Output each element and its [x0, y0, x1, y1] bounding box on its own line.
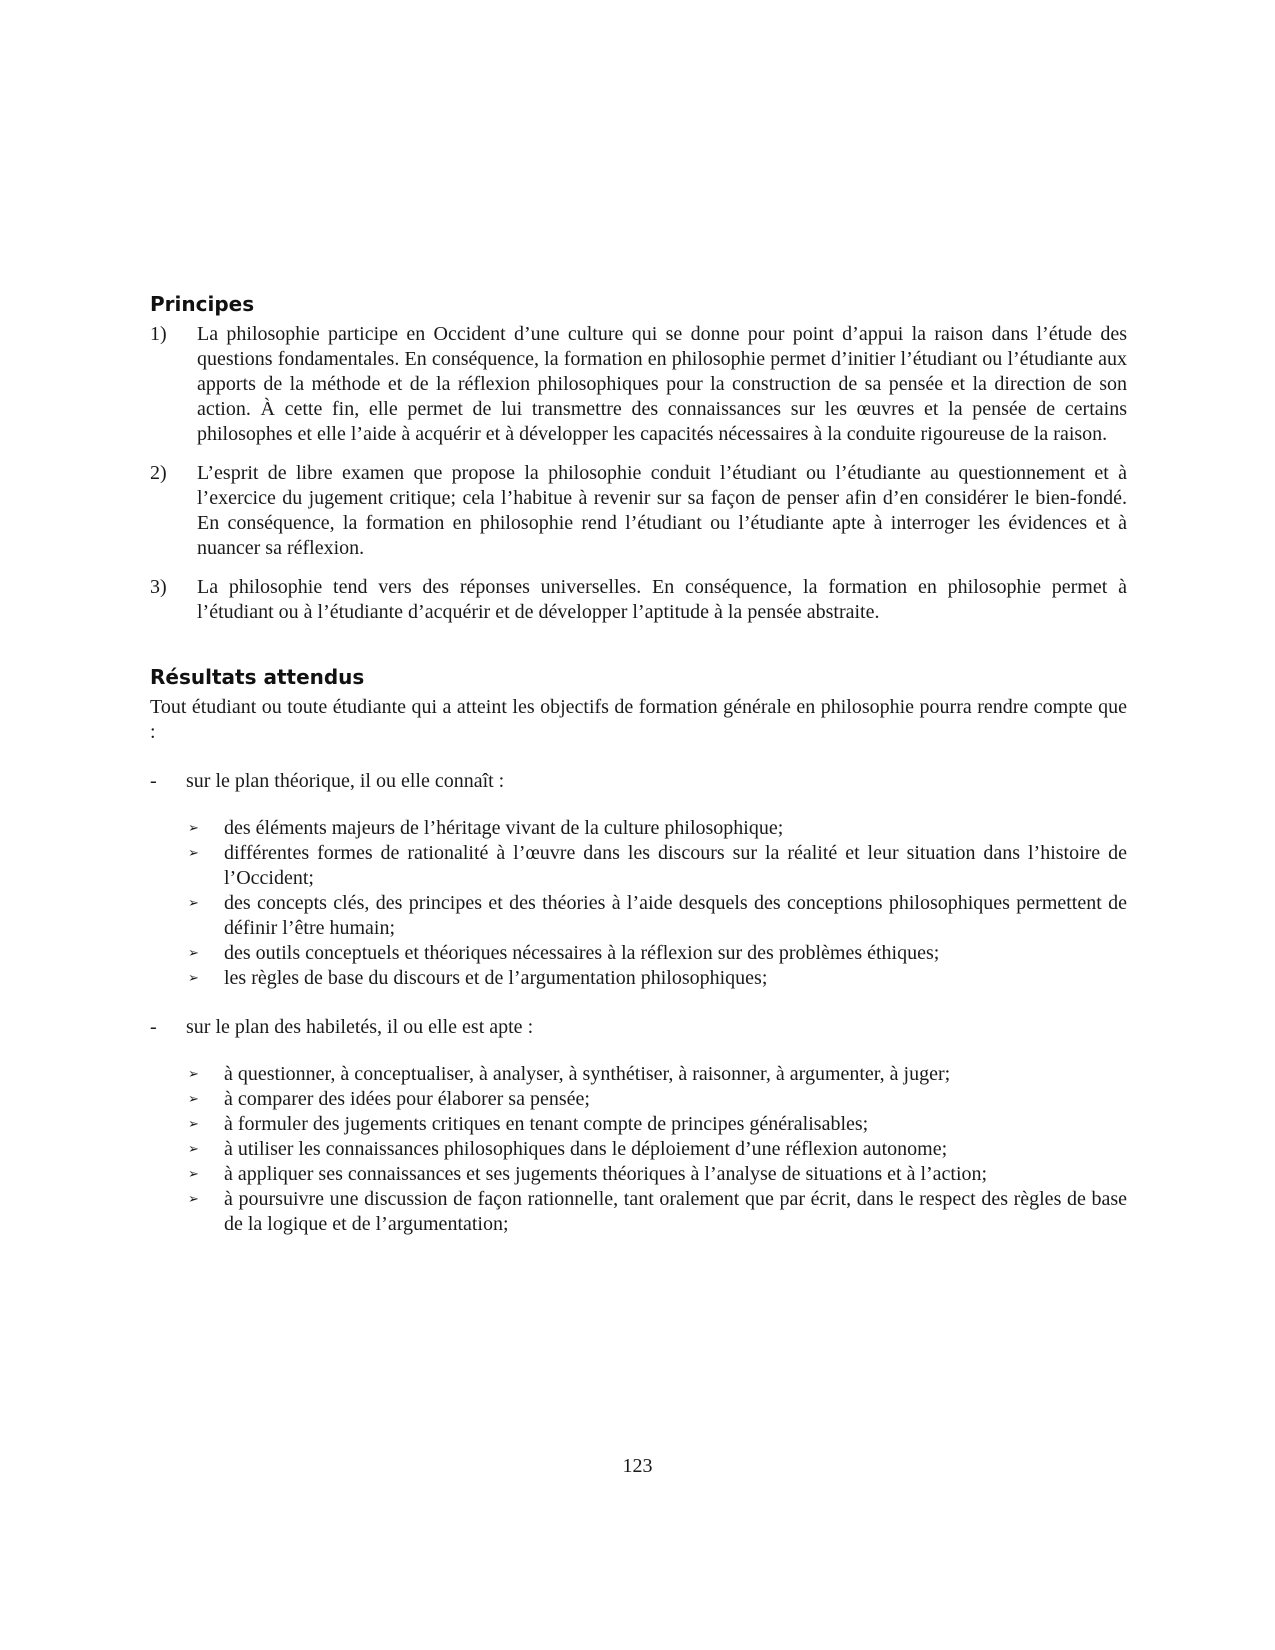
page-number: 123: [622, 1455, 653, 1477]
arrow-bullet-icon: ➢: [188, 1117, 199, 1132]
list-item: ➢ à poursuivre une discussion de façon rationnelle, tant oralement que par écrit, dans le respect des règles de base de la logique et de l’argumentation;: [188, 1188, 1127, 1235]
principles-heading: Principes: [150, 292, 255, 316]
list-item: ➢ à appliquer ses connaissances et ses jugements théoriques à l’analyse de situations et à l’action;: [188, 1163, 988, 1185]
principles-list: [150, 322, 1127, 625]
arrow-bullet-icon: ➢: [188, 846, 199, 861]
page-content: [150, 292, 1127, 1237]
list-item: ➢ des outils conceptuels et théoriques nécessaires à la réflexion sur des problèmes éthiques;: [188, 942, 940, 964]
list-item: ➢ différentes formes de rationalité à l’œuvre dans les discours sur la réalité et leur situation dans l’histoire de l’Occident;: [188, 842, 1127, 889]
arrow-bullet-icon: ➢: [188, 1142, 199, 1157]
principle-item: [150, 575, 1127, 625]
arrow-bullet-icon: ➢: [188, 946, 199, 961]
principle-number: 3): [150, 576, 167, 598]
dash-marker: -: [150, 770, 157, 792]
arrow-bullet-icon: ➢: [188, 1092, 199, 1107]
theory-list: [150, 816, 1127, 991]
dash-marker: -: [150, 1016, 157, 1038]
arrow-bullet-icon: ➢: [188, 896, 199, 911]
principle-text: L’esprit de libre examen que propose la philosophie conduit l’étudiant ou l’étudiante au questionnement et à l’exercice du jugement critique; cela l’habitue à revenir sur sa façon de penser afin d’en considérer le bien-fondé. En conséquence, la formation en philosophie rend l’étudiant ou l’étudiante apte à interroger les évidences et à nuancer sa réflexion.: [197, 462, 1127, 559]
principle-number: 1): [150, 323, 167, 345]
principle-item: [150, 322, 1127, 447]
list-item: ➢ les règles de base du discours et de l’argumentation philosophiques;: [188, 967, 768, 989]
results-heading: Résultats attendus: [150, 665, 365, 689]
results-section: [150, 665, 1127, 1237]
group-label: sur le plan des habiletés, il ou elle est apte :: [186, 1016, 534, 1038]
list-item: ➢ à formuler des jugements critiques en tenant compte de principes généralisables;: [188, 1113, 869, 1135]
list-item: ➢ à utiliser les connaissances philosophiques dans le déploiement d’une réflexion autonome;: [188, 1138, 948, 1160]
list-item: ➢ des concepts clés, des principes et des théories à l’aide desquels des conceptions philosophiques permettent de définir l’être humain;: [188, 892, 1127, 939]
principle-item: [150, 461, 1127, 561]
principle-number: 2): [150, 462, 167, 484]
theory-group: [150, 769, 1127, 794]
arrow-bullet-icon: ➢: [188, 1067, 199, 1082]
group-label: sur le plan théorique, il ou elle connaît :: [186, 770, 505, 792]
arrow-bullet-icon: ➢: [188, 1192, 199, 1207]
list-item: ➢ à comparer des idées pour élaborer sa pensée;: [188, 1088, 590, 1110]
principle-text: La philosophie participe en Occident d’une culture qui se donne pour point d’appui la raison dans l’étude des questions fondamentales. En conséquence, la formation en philosophie permet d’initier l’étudiant ou l’étudiante aux apports de la méthode et de la réflexion philosophiques pour la construction de sa pensée et la direction de son action. À cette fin, elle permet de lui transmettre des connaissances sur les œuvres et la pensée de certains philosophes et elle l’aide à acquérir et à développer les capacités nécessaires à la conduite rigoureuse de la raison.: [197, 323, 1127, 445]
arrow-bullet-icon: ➢: [188, 1167, 199, 1182]
skills-list: [150, 1062, 1127, 1237]
arrow-bullet-icon: ➢: [188, 821, 199, 836]
principles-section: [150, 292, 1127, 625]
skills-group: [150, 1015, 1127, 1040]
arrow-bullet-icon: ➢: [188, 971, 199, 986]
list-item: ➢ à questionner, à conceptualiser, à analyser, à synthétiser, à raisonner, à argumenter, à juger;: [188, 1063, 951, 1085]
results-intro: Tout étudiant ou toute étudiante qui a atteint les objectifs de formation générale en philosophie pourra rendre compte que :: [150, 696, 1127, 743]
list-item: ➢ des éléments majeurs de l’héritage vivant de la culture philosophique;: [188, 817, 784, 839]
principle-text: La philosophie tend vers des réponses universelles. En conséquence, la formation en philosophie permet à l’étudiant ou à l’étudiante d’acquérir et de développer l’aptitude à la pensée abstraite.: [197, 576, 1127, 623]
